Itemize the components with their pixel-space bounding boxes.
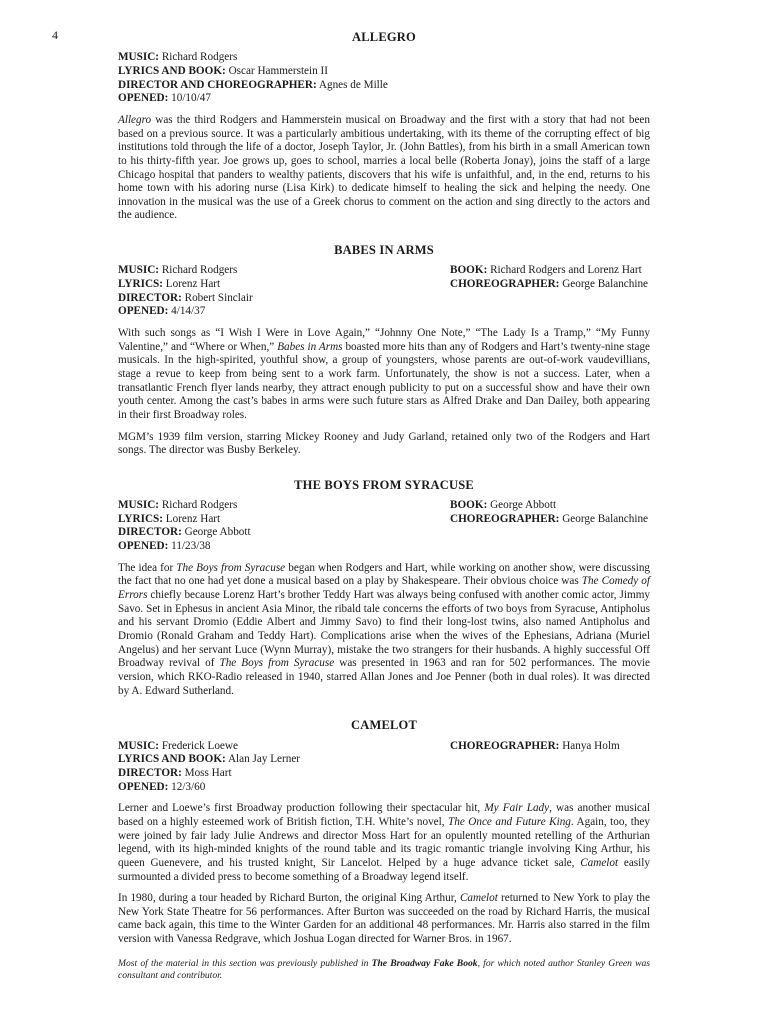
- credits-right-column: [450, 740, 650, 795]
- footnote-book-title: The Broadway Fake Book: [371, 958, 478, 969]
- credits-block: [118, 740, 650, 795]
- work-title: Babes in Arms: [277, 340, 343, 353]
- show-section: [118, 718, 650, 946]
- show-title: CAMELOT: [351, 718, 417, 733]
- credit-value: George Abbott: [490, 499, 557, 512]
- paragraph-text: began when Rodgers and Hart, while working on another show, were discussing the fact that no one had yet done a musical based on a play by Shakespeare. Their obvious choice was: [118, 561, 651, 588]
- credit-value: George Balanchine: [562, 278, 649, 291]
- credit-line: [118, 513, 251, 527]
- credit-value: Richard Rodgers and Lorenz Hart: [490, 264, 642, 277]
- paragraph-text: , was another musical based on a highly esteemed work of British fiction, T.H. White’s novel,: [118, 802, 650, 828]
- paragraph-text: was the third Rodgers and Hammerstein musical on Broadway and the first with a story that had not been based on a previous source. It was a particularly ambitious undertaking, with its theme of the corrupting effect of big institutions told through the life of a doctor, Joseph Taylor, Jr. (John Battles), from his birth in a small American town to his thirty-fifth year. Joe grows up, goes to school, marries a local belle (Roberta Jonay), joins the staff of a large Chicago hospital that panders to wealthy patients, discovers that his wife is unfaithful, and, in the end, returns to his home town with his adoring nurse (Lisa Kirk) to dedicate himself to healing the sick and helping the needy. One innovation in the musical was the use of a Greek chorus to comment on the action and sing directly to the actors and the audience.: [118, 113, 650, 222]
- credit-label: LYRICS:: [118, 512, 163, 525]
- show-section: [118, 30, 650, 223]
- credit-value: Hanya Holm: [562, 739, 620, 752]
- credit-line: [450, 740, 650, 754]
- credit-label: CHOREOGRAPHER:: [450, 278, 560, 291]
- page-number: 4: [52, 28, 58, 42]
- credit-line: [118, 92, 388, 106]
- credit-value: Agnes de Mille: [318, 78, 388, 91]
- credit-value: Alan Jay Lerner: [227, 753, 301, 766]
- work-title: The Boys from Syracuse: [219, 657, 335, 670]
- credit-label: CHOREOGRAPHER:: [450, 739, 560, 752]
- paragraph-text: With such songs as “I Wish I Were in Love Again,” “Johnny One Note,” “The Lady Is a Tramp,” “My Funny Valentine,” and “Where or When,”: [118, 327, 650, 353]
- credits-left-column: [118, 740, 300, 795]
- credits-right-column: [450, 264, 650, 319]
- credit-label: DIRECTOR:: [118, 526, 182, 539]
- credit-value: George Balanchine: [562, 512, 649, 525]
- credit-label: OPENED:: [118, 780, 169, 793]
- credits-right-column: [450, 499, 650, 554]
- work-title: Allegro: [118, 113, 152, 126]
- credit-line: [118, 65, 388, 79]
- credit-value: 12/3/60: [171, 780, 206, 793]
- paragraph-text: easily surmounted a divided press to become something of a Broadway legend itself.: [118, 856, 650, 883]
- credit-label: MUSIC:: [118, 499, 160, 512]
- credit-value: George Abbott: [184, 526, 251, 539]
- credit-value: Richard Rodgers: [161, 264, 238, 277]
- credit-value: Moss Hart: [184, 766, 232, 779]
- page-content: [118, 30, 650, 947]
- work-title: The Comedy of Errors: [118, 575, 650, 602]
- credit-line: [118, 51, 388, 65]
- credit-line: [118, 499, 251, 513]
- credits-block: [118, 51, 650, 106]
- credit-label: CHOREOGRAPHER:: [450, 512, 560, 525]
- credit-line: [118, 767, 300, 781]
- work-title: Camelot: [580, 856, 619, 869]
- footnote-text-before: Most of the material in this section was previously published in: [118, 958, 372, 969]
- credit-label: OPENED:: [118, 540, 169, 553]
- credits-block: [118, 264, 650, 319]
- credit-label: OPENED:: [118, 92, 169, 105]
- credit-label: DIRECTOR:: [118, 291, 182, 304]
- work-title: The Boys from Syracuse: [176, 561, 286, 574]
- description-paragraph: [118, 114, 650, 223]
- paragraph-text: returned to New York to play the New York State Theatre for 56 performances. After Burton was succeeded on the road by Richard Harris, the musical came back again, this time to the Winter Garden for an additional 48 performances. Mr. Harris also starred in the film version with Vanessa Redgrave, which Joshua Logan directed for Warner Bros. in 1967.: [118, 892, 650, 946]
- credit-line: [118, 526, 251, 540]
- credit-label: BOOK:: [450, 499, 488, 512]
- paragraph-text: . Again, too, they were joined by fair lady Julie Andrews and director Moss Hart for an opulently mounted retelling of the Arthurian legend, with its high-minded knights of the round table and its tragic romantic triangle involving King Arthur, his queen Guenevere, and his trusted knight, Sir Lancelot. Helped by a huge advance ticket sale,: [118, 815, 650, 869]
- credit-value: 4/14/37: [171, 305, 206, 318]
- credit-label: MUSIC:: [118, 51, 160, 64]
- description-paragraph: [118, 327, 650, 423]
- credit-value: 11/23/38: [171, 540, 211, 553]
- credit-line: [118, 305, 253, 319]
- description-paragraph: [118, 562, 650, 699]
- credit-value: 10/10/47: [171, 92, 211, 105]
- credit-label: MUSIC:: [118, 739, 160, 752]
- credits-block: [118, 499, 650, 554]
- credit-value: Frederick Loewe: [161, 739, 238, 752]
- credits-left-column: [118, 499, 251, 554]
- description-paragraph: [118, 892, 650, 947]
- paragraph-text: In 1980, during a tour headed by Richard Burton, the original King Arthur,: [118, 892, 460, 905]
- show-section: [118, 478, 650, 698]
- credits-left-column: [118, 264, 253, 319]
- credit-label: MUSIC:: [118, 264, 160, 277]
- show-section: [118, 243, 650, 458]
- credit-value: Lorenz Hart: [165, 512, 221, 525]
- credits-left-column: [118, 51, 388, 106]
- show-title: THE BOYS FROM SYRACUSE: [294, 477, 474, 492]
- credit-value: Richard Rodgers: [161, 499, 238, 512]
- credit-line: [118, 740, 300, 754]
- credit-label: BOOK:: [450, 264, 488, 277]
- credit-value: Oscar Hammerstein II: [228, 64, 328, 77]
- credit-line: [118, 264, 253, 278]
- credit-label: LYRICS AND BOOK:: [118, 753, 226, 766]
- credit-label: LYRICS AND BOOK:: [118, 64, 226, 77]
- credit-line: [118, 540, 251, 554]
- credit-label: DIRECTOR AND CHOREOGRAPHER:: [118, 78, 317, 91]
- footnote-text-after: , for which noted author Stanley Green was consultant and contributor.: [118, 958, 650, 982]
- paragraph-text: chiefly because Lorenz Hart’s brother Teddy Hart was always being confused with another comic actor, Jimmy Savo. Set in Ephesus in ancient Asia Minor, the ribald tale concerns the efforts of two boys from Syracuse, Antipholus and his servant Dromio (Eddie Albert and Jimmy Savo) to find their long-lost twins, also named Antipholus and Dromio (Ronald Graham and Teddy Hart). Complications arise when the wives of the Ephesians, Adriana (Muriel Angelus) and her servant Luce (Wynn Murray), mistake the two strangers for their husbands. A highly successful Off Broadway revival of: [118, 589, 650, 670]
- credit-label: LYRICS:: [118, 278, 163, 291]
- work-title: The Once and Future King: [448, 815, 571, 828]
- work-title: Camelot: [459, 892, 498, 905]
- description-paragraph: [118, 802, 650, 884]
- work-title: My Fair Lady: [484, 802, 550, 815]
- paragraph-text: boasted more hits than any of Rodgers and Hart’s twenty-nine stage musicals. In the high-spirited, youthful show, a group of youngsters, whose parents are out-of-work vaudevillians, stage a revue to keep from being sent to a work farm. Unfortunately, the show is not a success. Later, when a transatlantic French flyer lands nearby, they attract enough publicity to put on a successful show and have their own youth center. Among the cast’s babes in arms were such future stars as Alfred Drake and Dan Dailey, both appearing in their first Broadway roles.: [118, 340, 651, 421]
- show-title: ALLEGRO: [352, 30, 416, 44]
- credit-line: [118, 292, 253, 306]
- credit-line: [118, 753, 300, 767]
- show-title: BABES IN ARMS: [334, 243, 434, 258]
- footnote: [118, 958, 650, 983]
- credit-line: [450, 499, 650, 513]
- paragraph-text: MGM’s 1939 film version, starring Mickey Rooney and Judy Garland, retained only two of the Rodgers and Hart songs. The director was Busby Berkeley.: [118, 430, 650, 457]
- credit-line: [118, 79, 388, 93]
- credit-line: [118, 278, 253, 292]
- paragraph-text: The idea for: [118, 561, 177, 574]
- credit-line: [450, 513, 650, 527]
- credit-value: Robert Sinclair: [184, 291, 253, 304]
- description-paragraph: [118, 431, 650, 458]
- credit-value: Richard Rodgers: [161, 51, 238, 64]
- paragraph-text: was presented in 1963 and ran for 502 performances. The movie version, which RKO-Radio released in 1940, starred Allan Jones and Joe Penner (both in dual roles). It was directed by A. Edward Sutherland.: [118, 657, 650, 697]
- credit-line: [118, 781, 300, 795]
- credit-line: [450, 264, 650, 278]
- credit-line: [450, 278, 650, 292]
- credit-label: OPENED:: [118, 305, 169, 318]
- paragraph-text: Lerner and Loewe’s first Broadway production following their spectacular hit,: [118, 802, 485, 815]
- credit-value: Lorenz Hart: [165, 278, 221, 291]
- credit-label: DIRECTOR:: [118, 766, 182, 779]
